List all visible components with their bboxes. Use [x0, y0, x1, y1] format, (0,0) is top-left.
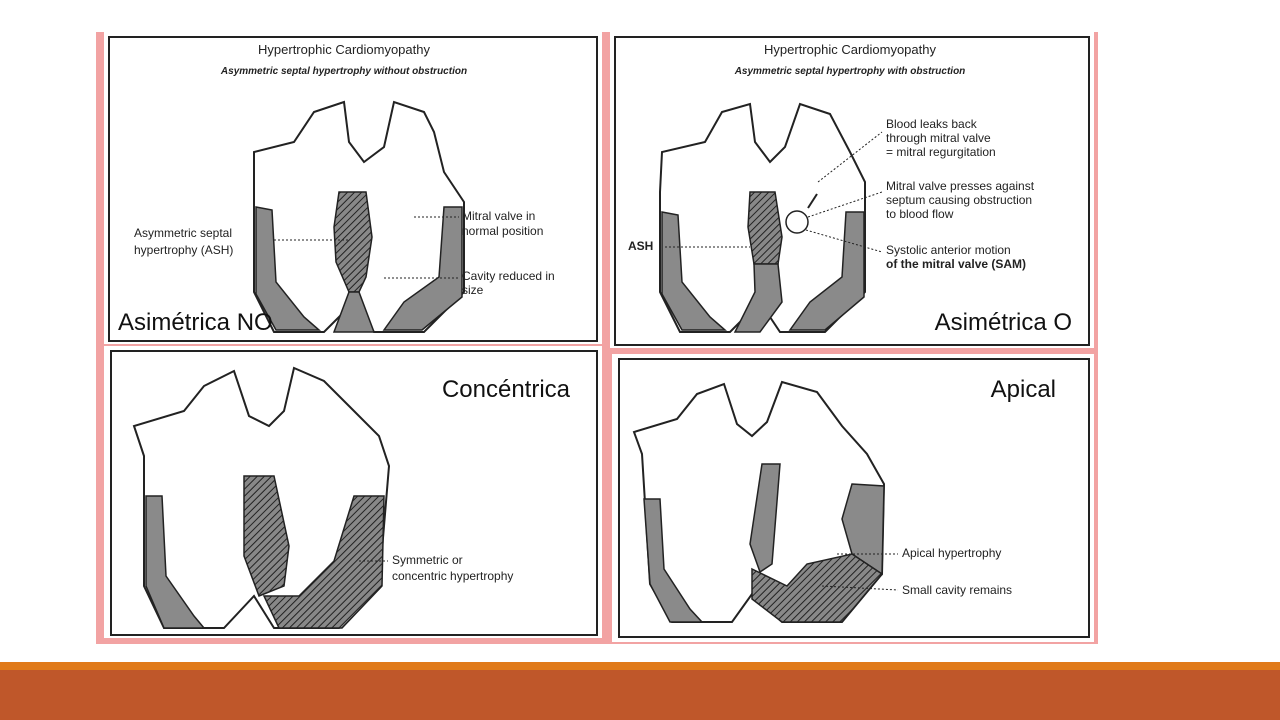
- label-sym-line1: Symmetric or: [392, 553, 463, 567]
- footer-accent-bar: [0, 662, 1280, 670]
- panel-caption: Asimétrica NO: [118, 309, 273, 336]
- label-press-line1: Mitral valve presses against: [886, 179, 1035, 193]
- panel-subtitle: Asymmetric septal hypertrophy with obstruction: [734, 66, 966, 77]
- panel-title: Hypertrophic Cardiomyopathy: [258, 42, 430, 57]
- label-small-cavity: Small cavity remains: [902, 583, 1013, 597]
- label-mitral-line2: normal position: [462, 224, 544, 238]
- footer-bar: [0, 670, 1280, 720]
- panel-asymmetric-obstruction: [610, 32, 1094, 348]
- label-ash-line2: hypertrophy (ASH): [134, 243, 234, 257]
- label-sym-line2: concentric hypertrophy: [392, 569, 514, 583]
- panel-caption: Apical: [990, 376, 1056, 403]
- label-press-line3: to blood flow: [886, 207, 954, 221]
- label-ash: ASH: [628, 239, 654, 253]
- label-cavity-line1: Cavity reduced in: [462, 269, 555, 283]
- panel-title: Hypertrophic Cardiomyopathy: [764, 42, 936, 57]
- panel-apical: [612, 354, 1094, 642]
- panel-caption: Concéntrica: [441, 376, 570, 403]
- label-sam-line2: of the mitral valve (SAM): [886, 257, 1027, 271]
- label-leak-line2: through mitral valve: [886, 131, 991, 145]
- panel-subtitle: Asymmetric septal hypertrophy without obstruction: [220, 66, 468, 77]
- panel-caption: Asimétrica O: [934, 309, 1072, 336]
- label-leak-line1: Blood leaks back: [886, 117, 977, 131]
- label-apical: Apical hypertrophy: [902, 546, 1002, 560]
- label-ash-line1: Asymmetric septal: [134, 226, 233, 240]
- label-mitral-line1: Mitral valve in: [462, 209, 536, 223]
- label-leak-line3: = mitral regurgitation: [886, 145, 996, 159]
- label-cavity-line2: size: [462, 283, 484, 297]
- panel-concentric: [104, 346, 602, 638]
- panel-asymmetric-no-obstruction: [104, 32, 602, 344]
- label-sam-line1: Systolic anterior motion: [886, 243, 1011, 257]
- label-press-line2: septum causing obstruction: [886, 193, 1033, 207]
